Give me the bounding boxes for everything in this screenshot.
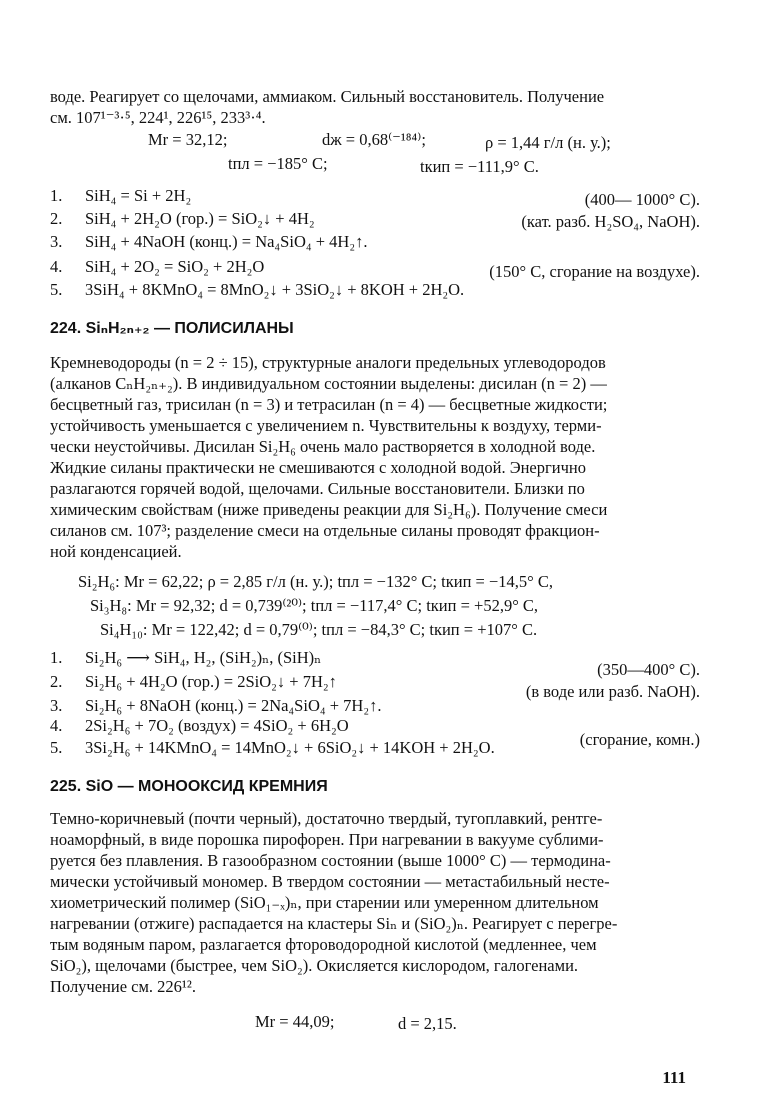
si3h8-properties: Si₃H₈: Mr = 92,32; d = 0,739⁽²⁰⁾; tпл = −117,4° С; tкип = +52,9° С,	[90, 596, 539, 615]
si4h10-properties: Si₄H₁₀: Mr = 122,42; d = 0,79⁽⁰⁾; tпл = −84,3° С; tкип = +107° С.	[100, 620, 538, 639]
reaction-condition: (в воде или разб. NaOH).	[525, 682, 700, 701]
reaction-number: 2.	[50, 209, 63, 228]
text-line: тым водяным паром, разлагается фтороводородной кислотой (медленнее, чем	[50, 935, 597, 954]
reaction-formula: Si₂H₆ + 4H₂O (гор.) = 2SiO₂↓ + 7H₂↑	[85, 672, 337, 691]
reaction-formula: SiH₄ + 4NaOH (конц.) = Na₄SiO₄ + 4H₂↑.	[85, 232, 368, 251]
text-line: воде. Реагирует со щелочами, аммиаком. Сильный восстановитель. Получение	[50, 87, 605, 106]
reaction-formula: Si₂H₆ + 8NaOH (конц.) = 2Na₄SiO₄ + 7H₂↑.	[85, 696, 382, 715]
reaction-formula: Si₂H₆ ⟶ SiH₄, H₂, (SiH₂)ₙ, (SiH)ₙ	[85, 648, 322, 667]
si2h6-properties: Si₂H₆: Mr = 62,22; ρ = 2,85 г/л (н. у.); tпл = −132° С; tкип = −14,5° С,	[78, 572, 553, 591]
reaction-number: 3.	[50, 696, 63, 715]
reaction-condition: (сгорание, комн.)	[579, 730, 700, 749]
text-line: силанов см. 107³; разделение смеси на отдельные силаны проводят фракцион-	[50, 521, 600, 540]
text-line: бесцветный газ, трисилан (n = 3) и тетрасилан (n = 4) — бесцветные жидкости;	[50, 395, 608, 414]
text-line: Жидкие силаны практически не смешиваются с холодной водой. Энергично	[50, 458, 586, 477]
reaction-number: 5.	[50, 738, 63, 757]
text-line: (алканов CₙH₂ₙ₊₂). В индивидуальном состоянии выделены: дисилан (n = 2) —	[50, 374, 607, 393]
text-line: нагревании (отжиге) распадается на кластеры Siₙ и (SiO₂)ₙ. Реагирует с перегре-	[50, 914, 618, 933]
reaction-number: 4.	[50, 716, 63, 735]
intro-paragraph	[50, 86, 700, 128]
text-line: разлагаются горячей водой, щелочами. Сильные восстановители. Близки по	[50, 479, 585, 498]
section-225-paragraph	[50, 808, 700, 997]
text-line: мически устойчивый мономер. В твердом состоянии — метастабильный несте-	[50, 872, 610, 891]
text-line: Кремневодороды (n = 2 ÷ 15), структурные аналоги предельных углеводородов	[50, 353, 606, 372]
reaction-number: 3.	[50, 232, 63, 251]
sih4-mr: Mr = 32,12;	[148, 130, 228, 149]
reaction-formula: SiH₄ + 2H₂O (гор.) = SiO₂↓ + 4H₂	[85, 209, 315, 228]
reaction-number: 5.	[50, 280, 63, 299]
text-line: руется без плавления. В газообразном состоянии (выше 1000° С) — термодина-	[50, 851, 611, 870]
text-line: устойчивость уменьшается с увеличением n. Чувствительны к воздуху, терми-	[50, 416, 602, 435]
sih4-density: dж = 0,68⁽⁻¹⁸⁴⁾;	[322, 130, 426, 149]
text-line: SiO₂), щелочами (быстрее, чем SiO₂). Окисляется кислородом, галогенами.	[50, 956, 579, 975]
section-heading-225: 225. SiO — МОНООКСИД КРЕМНИЯ	[50, 778, 328, 795]
reaction-row	[50, 186, 700, 208]
reaction-formula: 2Si₂H₆ + 7O₂ (воздух) = 4SiO₂ + 6H₂O	[85, 716, 349, 735]
reaction-row	[50, 648, 700, 679]
reaction-row	[50, 232, 700, 254]
reaction-row	[50, 672, 700, 701]
reaction-condition: (150° С, сгорание на воздухе).	[489, 262, 700, 281]
reaction-condition: (400— 1000° С).	[584, 190, 700, 209]
text-line: химическим свойствам (ниже приведены реакции для Si₂H₆). Получение смеси	[50, 500, 608, 519]
reaction-formula: 3SiH₄ + 8KMnO₄ = 8MnO₂↓ + 3SiO₂↓ + 8KOH + 2H₂O.	[85, 280, 465, 299]
text-line: Получение см. 226¹².	[50, 977, 196, 996]
section-224-paragraph	[50, 352, 700, 562]
text-line: ноаморфный, в виде порошка пирофорен. При нагревании в вакууме сублими-	[50, 830, 604, 849]
reaction-formula: SiH₄ + 2O₂ = SiO₂ + 2H₂O	[85, 257, 265, 276]
reaction-formula: SiH₄ = Si + 2H₂	[85, 186, 192, 205]
reaction-number: 1.	[50, 648, 63, 667]
reaction-row	[50, 209, 700, 231]
text-line: Темно-коричневый (почти черный), достаточно твердый, тугоплавкий, рентге-	[50, 809, 603, 828]
sio-mr: Mr = 44,09;	[255, 1012, 335, 1031]
sih4-tpl: tпл = −185° С;	[228, 154, 328, 173]
reaction-formula: 3Si₂H₆ + 14KMnO₄ = 14MnO₂↓ + 6SiO₂↓ + 14KOH + 2H₂O.	[85, 738, 495, 757]
text-line: чески неустойчивы. Дисилан Si₂H₆ очень мало растворяется в холодной воде.	[50, 437, 596, 456]
reaction-row	[50, 280, 700, 302]
sio-density: d = 2,15.	[398, 1014, 457, 1033]
reaction-number: 1.	[50, 186, 63, 205]
reaction-row	[50, 738, 700, 760]
text-line: ной конденсацией.	[50, 542, 182, 561]
sih4-rho: ρ = 1,44 г/л (н. у.);	[485, 133, 611, 152]
reaction-number: 4.	[50, 257, 63, 276]
reaction-row	[50, 696, 700, 718]
text-line: см. 107¹⁻³·⁵, 224¹, 226¹⁵, 233³·⁴.	[50, 108, 266, 127]
reaction-condition: (350—400° С).	[597, 660, 700, 679]
reaction-condition: (кат. разб. H₂SO₄, NaOH).	[521, 212, 700, 231]
sih4-tkip: tкип = −111,9° С.	[420, 157, 539, 176]
reaction-number: 2.	[50, 672, 63, 691]
section-heading-224: 224. SiₙH₂ₙ₊₂ — ПОЛИСИЛАНЫ	[50, 320, 294, 337]
text-line: хиометрический полимер (SiO₁₋ₓ)ₙ, при старении или умеренном длительном	[50, 893, 599, 912]
reaction-row	[50, 257, 700, 279]
page-number: 111	[662, 1068, 686, 1087]
